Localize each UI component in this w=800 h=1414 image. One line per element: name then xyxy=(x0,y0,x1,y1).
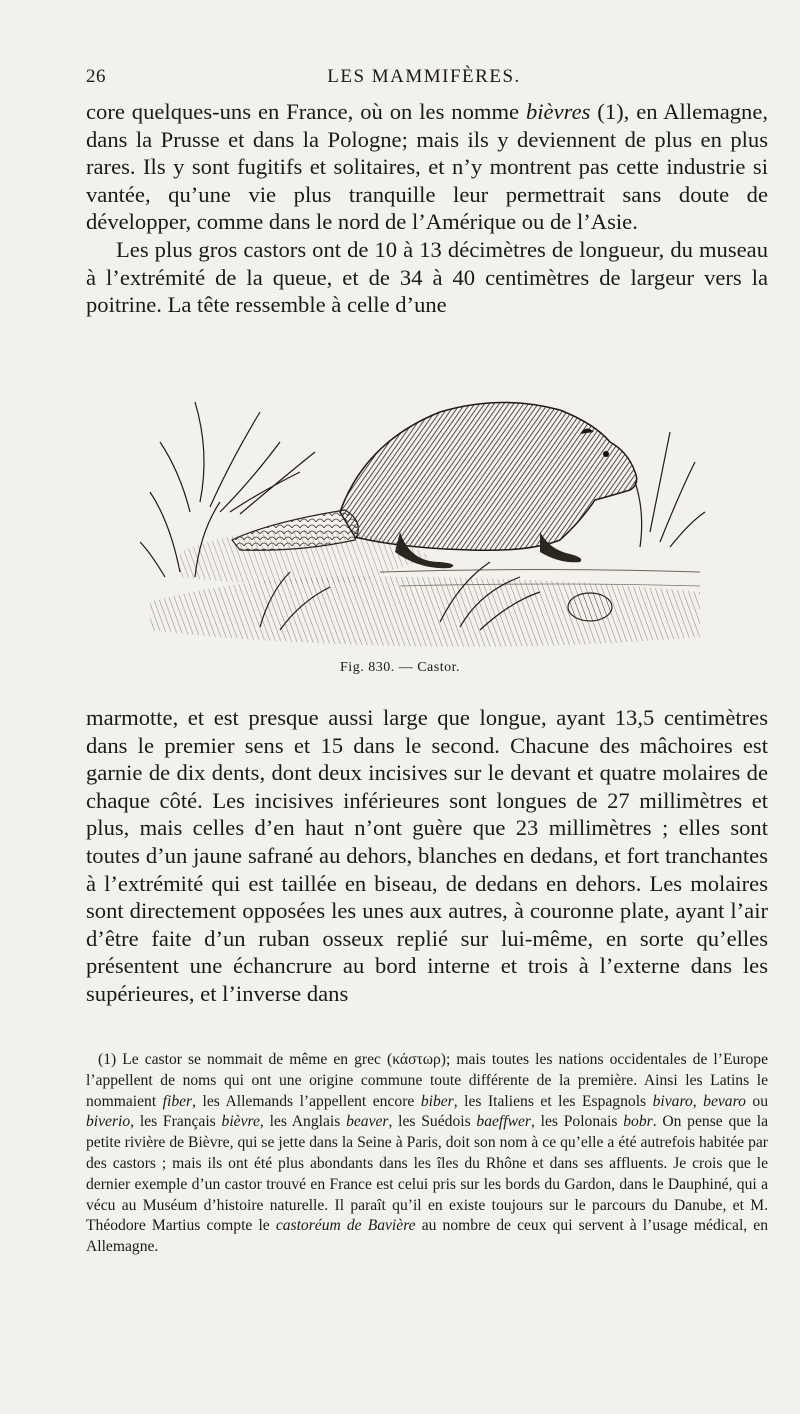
running-title: LES MAMMIFÈRES. xyxy=(327,66,521,87)
greek-word: κάστωρ xyxy=(392,1051,441,1068)
term-bievres: bièvres xyxy=(525,99,591,124)
footnote-1: (1) Le castor se nommait de même en grec (κάστωρ); mais toutes les nations occidentales de l’Europe l’appellent de noms qui ont une origine commune toute différente de la première. Ainsi les Latins le nommaient fiber, les Allemands l’appellent encore biber, les Italiens et les Espagnols bivaro, bevaro ou biverio, les Français bièvre, les Anglais beaver, les Suédois baeffwer, les Polonais bobr. On pense que la petite rivière de Bièvre, qui se jette dans la Seine à Paris, doit son nom à ce qu’elle a été autrefois habitée par des castors ; mais ils ont été plus abondants dans les îles du Rhône et dans ses affluents. Je crois que le dernier exemple d’un castor trouvé en France est celui pris sur les bords du Gardon, dans le Dauphiné, qui a vécu au Muséum d’histoire naturelle. Il paraît qu’il en existe toujours sur le parcours du Danube, et M. Théodore Martius compte le castoréum de Bavière au nombre de ceux qui servent à l’usage médical, en Allemagne. xyxy=(86,1051,769,1256)
page-header xyxy=(86,66,762,96)
paragraph-1-start: core quelques-uns en France, où on les nomme xyxy=(86,99,526,124)
body-text-top xyxy=(86,98,768,319)
paragraph-1-end: (1), en Allemagne, dans la Prusse et dans la Pologne; mais ils y deviennent de plus en plus rares. Ils y sont fugitifs et solitaires, et n’y montrent pas cette industrie si vantée, qu’une vie plus tranquille leur permettrait sans doute de développer, comme dans le nord de l’Amérique ou de l’Asie. xyxy=(86,99,768,235)
paragraph-dimensions: Les plus gros castors ont de 10 à 13 décimètres de longueur, du museau à l’extrémité de la queue, et de 34 à 40 centimètres de largeur vers la poitrine. La tête ressemble à celle d’une xyxy=(86,236,768,318)
beaver-illustration xyxy=(140,372,710,654)
paragraph-continued xyxy=(86,98,768,236)
page-number: 26 xyxy=(86,66,106,87)
footnote xyxy=(86,1050,768,1258)
body-text-bottom xyxy=(86,704,768,1008)
figure-caption: Fig. 830. — Castor. xyxy=(340,660,460,675)
paragraph-head-description: marmotte, et est presque aussi large que longue, ayant 13,5 centimètres dans le premier sens et 15 dans le second. Chacune des mâchoires est garnie de dix dents, dont deux incisives sur le devant et quatre molaires de chaque côté. Les incisives inférieures sont longues de 27 millimètres et plus, mais celles d’en haut n’ont guère que 23 millimètres ; elles sont toutes d’un jaune safrané au dehors, blanches en dedans, et fort tranchantes à l’extrémité qui est taillée en biseau, de dedans en dehors. Les molaires sont directement opposées les unes aux autres, à couronne plate, ayant l’air d’être faite d’un ruban osseux replié sur lui-même, en sorte qu’elles présentent une échancrure au bord interne et trois à l’externe dans les supérieures, et l’inverse dans xyxy=(86,705,768,1006)
